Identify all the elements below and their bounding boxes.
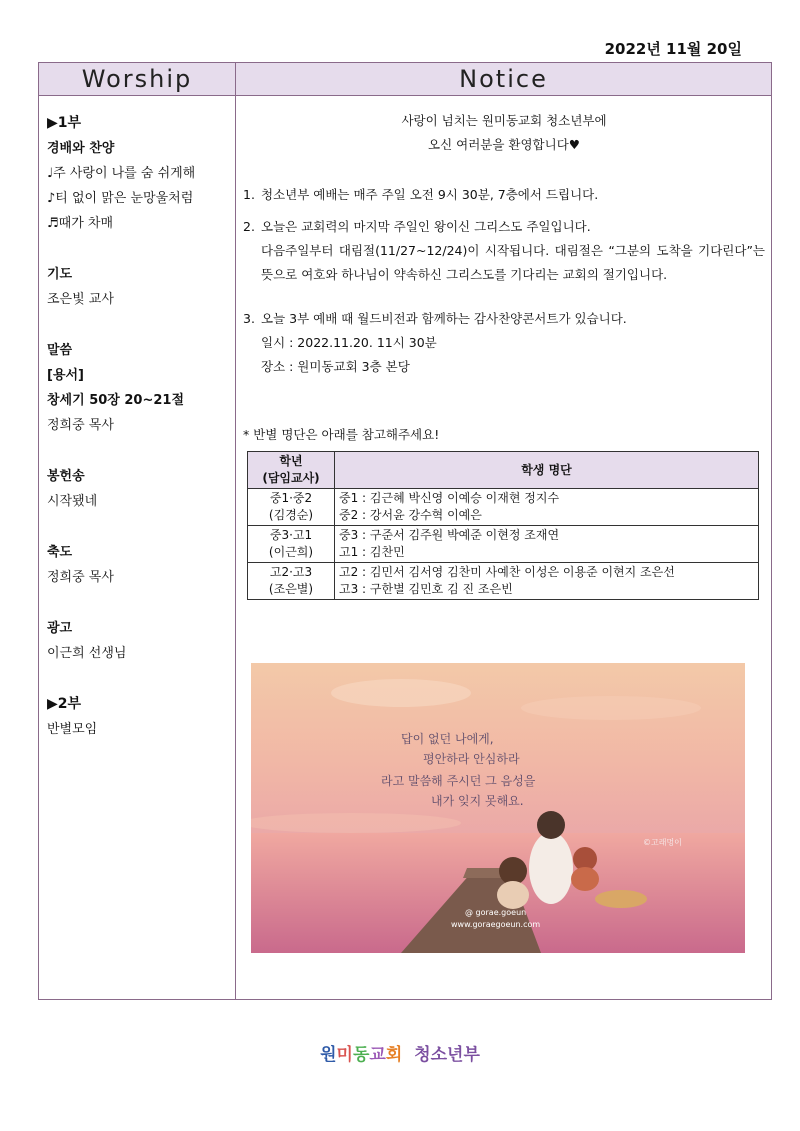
grade-cell: 중3·고1 (이근희) [248, 526, 335, 563]
church-footer [0, 1040, 800, 1065]
students-header: 학생 명단 [335, 452, 759, 489]
notice-item-2 [243, 215, 765, 239]
notice-num-2: 2. [243, 219, 255, 234]
notice-item-3 [243, 307, 765, 331]
ads-title: 광고 [47, 621, 73, 636]
bulletin-date: 2022년 11월 20일 [604, 40, 742, 58]
notice-text-1: 청소년부 예배는 매주 주일 오전 9시 30분, 7층에서 드립니다. [261, 187, 599, 202]
sermon-passage: 창세기 50장 20~21절 [47, 393, 185, 408]
prayer-leader: 조은빛 교사 [47, 292, 114, 307]
welcome-line-2: 오신 여러분을 환영합니다♥ [428, 137, 580, 152]
notice-text-2: 오늘은 교회력의 마지막 주일인 왕이신 그리스도 주일입니다. [261, 219, 591, 234]
table-row [248, 526, 759, 563]
praise-title: 경배와 찬양 [47, 141, 115, 156]
grade-cell: 고2·고3 (조은별) [248, 563, 335, 600]
offering-song: 시작됐네 [47, 494, 98, 509]
song-3: ♬때가 차매 [47, 216, 114, 231]
song-2: ♪티 없이 맑은 눈망울처럼 [47, 191, 194, 206]
footer-char: 미 [336, 1045, 353, 1065]
worship-header: Worship [39, 63, 236, 96]
ads-leader: 이근희 선생님 [47, 646, 127, 661]
students-cell: 중3 : 구준서 김주원 박예준 이현정 조재연 고1 : 김찬민 [335, 526, 759, 563]
notice-extra-2: 다음주일부터 대림절(11/27~12/24)이 시작됩니다. 대림절은 “그분의 도착을 기다린다”는 뜻으로 여호와 하나님이 약속하신 그리스도를 기다리는 교회의 절기입니다. [261, 243, 765, 282]
column-divider [235, 95, 236, 999]
song-1: ♩주 사랑이 나를 숨 쉬게해 [47, 166, 196, 181]
sermon-title: 말씀 [47, 343, 73, 358]
students-cell: 고2 : 김민서 김서영 김찬미 사예찬 이성은 이용준 이현지 조은선 고3 : 구한별 김민호 김 진 조은빈 [335, 563, 759, 600]
image-watermark-1: @ gorae.goeun [465, 908, 527, 917]
image-text-1: 답이 없던 나에게, [401, 732, 494, 746]
benediction-leader: 정희중 목사 [47, 570, 114, 585]
welcome-line-1: 사랑이 넘치는 원미동교회 청소년부에 [401, 113, 607, 128]
image-text-2: 평안하라 안심하라 [423, 752, 520, 766]
notice-header: Notice [236, 63, 771, 96]
part2-desc: 반별모임 [47, 722, 98, 737]
notice-num-1: 1. [243, 187, 255, 202]
grade-header: 학년 (담임교사) [248, 452, 335, 489]
image-text-4: 내가 잊지 못해요. [431, 794, 524, 808]
worship-order [47, 111, 233, 742]
preacher: 정희중 목사 [47, 418, 114, 433]
sermon-topic: [용서] [47, 368, 84, 383]
table-header-row [248, 452, 759, 489]
grade-cell: 중1·중2 (김경순) [248, 489, 335, 526]
table-row [248, 563, 759, 600]
notice-num-3: 3. [243, 311, 255, 326]
concert-time: 일시 : 2022.11.20. 11시 30분 [261, 335, 437, 350]
image-watermark-2: www.goraegoeun.com [451, 920, 541, 929]
concert-place: 장소 : 원미동교회 3층 본당 [261, 359, 410, 374]
image-text-3: 라고 말씀해 주시던 그 음성을 [381, 774, 536, 788]
part1-label: ▶1부 [47, 115, 82, 131]
footer-char: 동 [352, 1045, 370, 1065]
image-credit: ©고래멍이 [643, 838, 682, 847]
notice-body [243, 109, 765, 600]
footer-char: 교 [369, 1045, 386, 1065]
class-note: * 반별 명단은 아래를 참고해주세요! [243, 427, 440, 442]
part2-label: ▶2부 [47, 696, 82, 712]
class-roster-table [247, 451, 759, 600]
students-cell: 중1 : 김근혜 박신영 이예승 이재현 정지수 중2 : 강서윤 강수혁 이예은 [335, 489, 759, 526]
offering-title: 봉헌송 [47, 469, 85, 484]
footer-suffix: 청소년부 [414, 1045, 480, 1065]
bulletin-frame [38, 62, 772, 1000]
sunset-illustration [251, 663, 745, 953]
notice-item-1 [243, 183, 765, 207]
prayer-title: 기도 [47, 267, 73, 282]
benediction-title: 축도 [47, 545, 73, 560]
table-row [248, 489, 759, 526]
footer-char: 원 [320, 1045, 337, 1065]
footer-char: 회 [385, 1045, 403, 1065]
notice-text-3: 오늘 3부 예배 때 월드비전과 함께하는 감사찬양콘서트가 있습니다. [261, 311, 627, 326]
